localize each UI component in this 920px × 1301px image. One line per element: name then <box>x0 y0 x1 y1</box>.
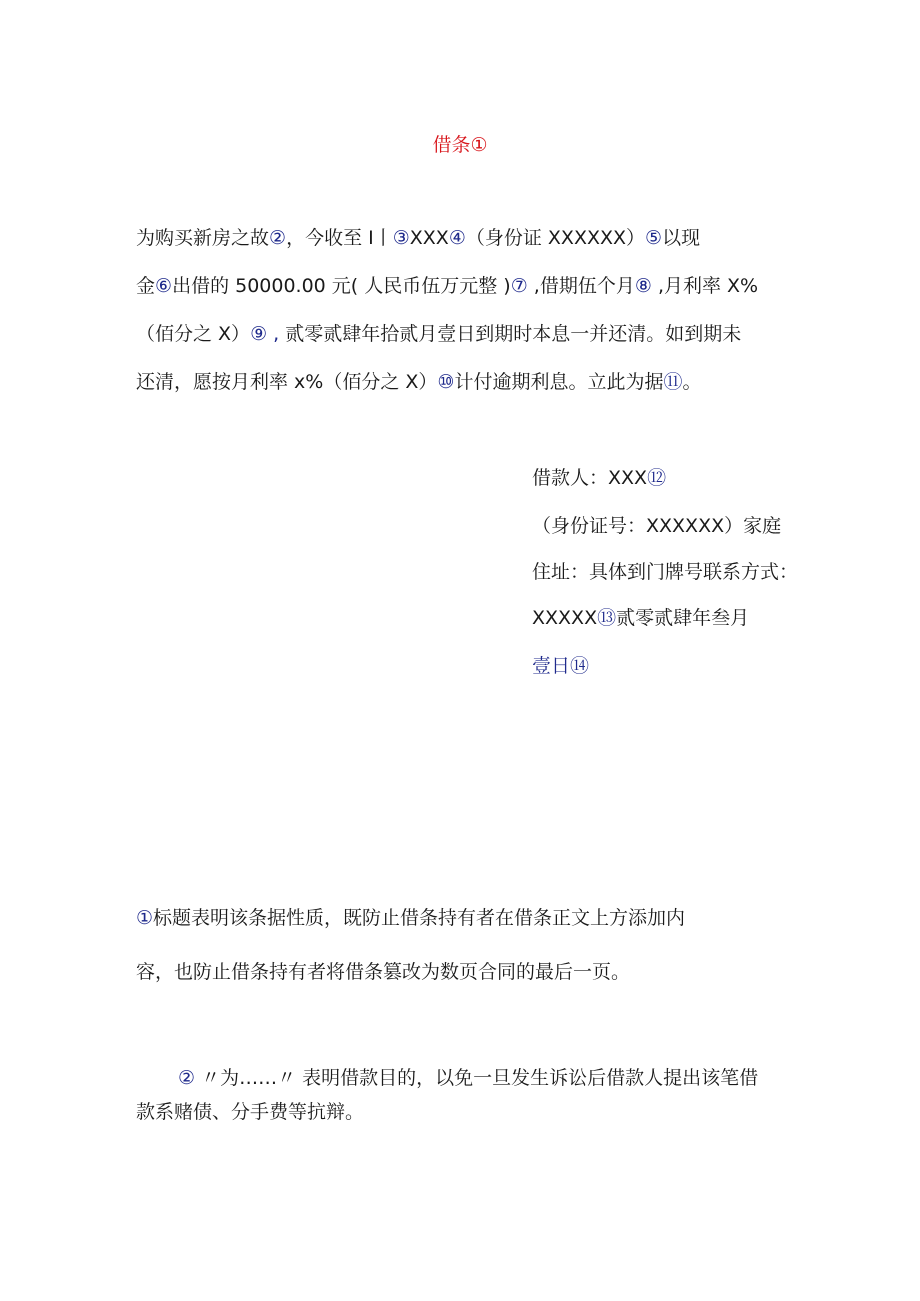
annotation-number: ② <box>178 1067 196 1089</box>
segment: 标题表明该条据性质，既防止借条持有者在借条正文上方添加内 <box>153 907 686 929</box>
annotation-number: ⑭ <box>570 655 590 677</box>
signature-line <box>532 512 792 540</box>
segment: 出借的 50000.00 元( 人民币伍万元整 ) <box>172 275 511 297</box>
segment: XXX <box>409 227 449 249</box>
segment: 。 <box>682 371 702 393</box>
annotation-number: ⑧ <box>634 275 652 297</box>
segment: （身份证号：XXXXXX）家庭 <box>532 515 782 537</box>
annotation-number: ③ <box>392 227 410 249</box>
segment: 借款人：XXX <box>532 467 648 489</box>
note-line <box>136 1098 796 1126</box>
segment: 壹日 <box>532 655 571 677</box>
annotation-number: ⑥ <box>155 275 173 297</box>
body-line <box>136 224 786 252</box>
note-line <box>178 1064 838 1092</box>
segment: ，今收至 I丨 <box>286 227 393 249</box>
annotation-number: ⑩ <box>437 371 455 393</box>
annotation-number: ⑬ <box>597 607 617 629</box>
annotation-number: ② <box>269 227 287 249</box>
body-line <box>136 320 786 348</box>
annotation-number: ⑨ , <box>250 323 280 345</box>
segment: 容，也防止借条持有者将借条篡改为数页合同的最后一页。 <box>136 961 631 983</box>
signature-line <box>532 558 799 586</box>
annotation-number: ⑫ <box>647 467 667 489</box>
segment: ,借期伍个月 <box>527 275 635 297</box>
segment: ,月利率 X% <box>651 275 759 297</box>
annotation-number: ⑤ <box>645 227 663 249</box>
annotation-number: ⑦ <box>510 275 528 297</box>
annotation-number: ④ <box>448 227 466 249</box>
segment: （佰分之 X） <box>136 323 251 345</box>
segment: 〃为……〃 表明借款目的，以免一旦发生诉讼后借款人提出该笔借 <box>195 1067 759 1089</box>
signature-line <box>532 464 792 492</box>
segment: 款系赌债、分手费等抗辩。 <box>136 1101 365 1123</box>
segment: 计付逾期利息。立此为据 <box>454 371 664 393</box>
body-line <box>136 368 786 396</box>
segment: 金 <box>136 275 156 297</box>
signature-line <box>532 604 792 632</box>
segment: 贰零贰肆年拾贰月壹日到期时本息一并还清。如到期未 <box>279 323 742 345</box>
annotation-number: ⑪ <box>663 371 683 393</box>
segment: XXXXX <box>532 607 598 629</box>
segment: （身份证 XXXXXX） <box>465 227 646 249</box>
segment: 为购买新房之故 <box>136 227 270 249</box>
document-title: 借条① <box>432 134 488 156</box>
note-line <box>136 904 796 932</box>
segment: 还清，愿按月利率 x%（佰分之 X） <box>136 371 438 393</box>
segment: 以现 <box>662 227 701 249</box>
segment: 贰零贰肆年叁月 <box>616 607 750 629</box>
note-line <box>136 958 796 986</box>
segment: 住址：具体到门牌号联系方式： <box>532 561 799 583</box>
body-line <box>136 272 786 300</box>
signature-line <box>532 652 792 680</box>
annotation-number: ① <box>136 907 154 929</box>
